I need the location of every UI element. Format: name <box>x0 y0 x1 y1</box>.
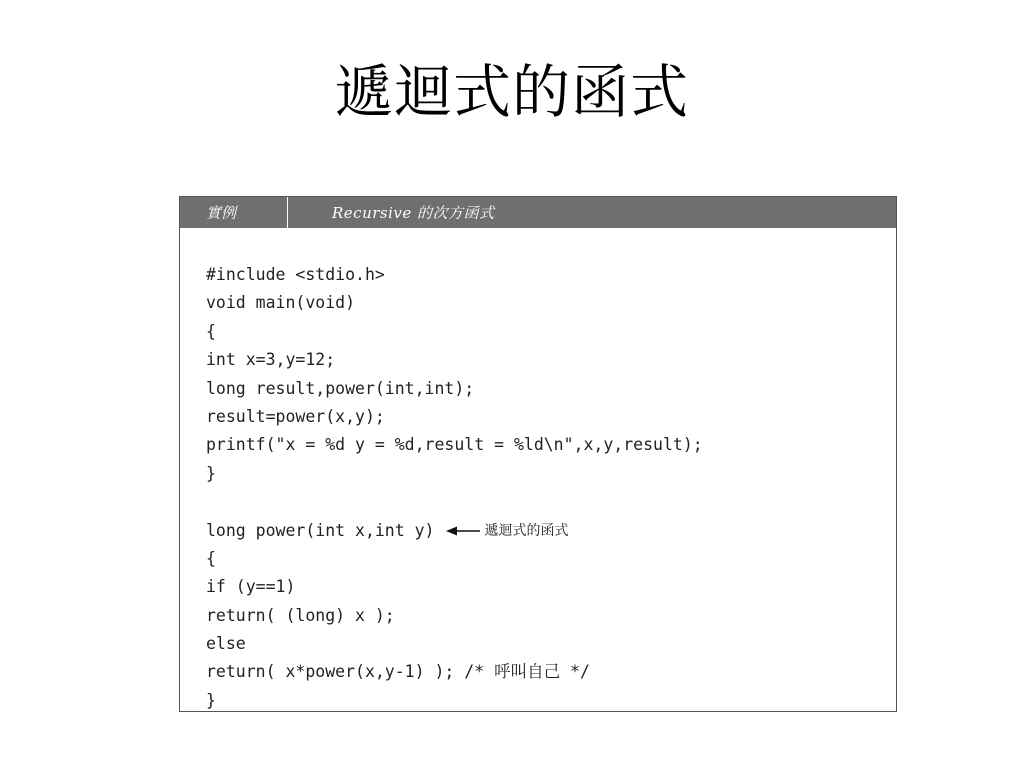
code-line-with-annotation <box>206 517 703 545</box>
recursive-function-annotation <box>446 517 568 545</box>
code-line: int x=3,y=12; <box>206 350 336 370</box>
code-line: } <box>206 690 216 710</box>
code-block <box>206 261 703 712</box>
code-line: else <box>206 634 246 654</box>
code-line: if (y==1) <box>206 577 296 597</box>
code-line: return( x*power(x,y-1) ); /* 呼叫自己 */ <box>206 662 590 682</box>
code-line: long power(int x,int y) <box>206 520 435 540</box>
code-line: { <box>206 321 216 341</box>
example-header <box>180 197 896 228</box>
code-line: return( (long) x ); <box>206 605 395 625</box>
code-line: void main(void) <box>206 293 356 313</box>
code-line: } <box>206 463 216 483</box>
code-line: result=power(x,y); <box>206 406 385 426</box>
slide-title: 遞迴式的函式 <box>334 58 689 126</box>
example-title: Recursive 的次方函式 <box>332 204 495 222</box>
code-line: { <box>206 548 216 568</box>
annotation-text: 遞迴式的函式 <box>484 522 569 539</box>
blank-line <box>206 488 703 516</box>
example-box <box>179 196 897 712</box>
example-label: 實例 <box>180 197 288 228</box>
code-line: printf("x = %d y = %d,result = %ld\n",x,y,result); <box>206 435 703 455</box>
code-line: #include <stdio.h> <box>206 265 385 284</box>
left-arrow-icon <box>446 526 480 536</box>
code-line: long result,power(int,int); <box>206 378 475 398</box>
